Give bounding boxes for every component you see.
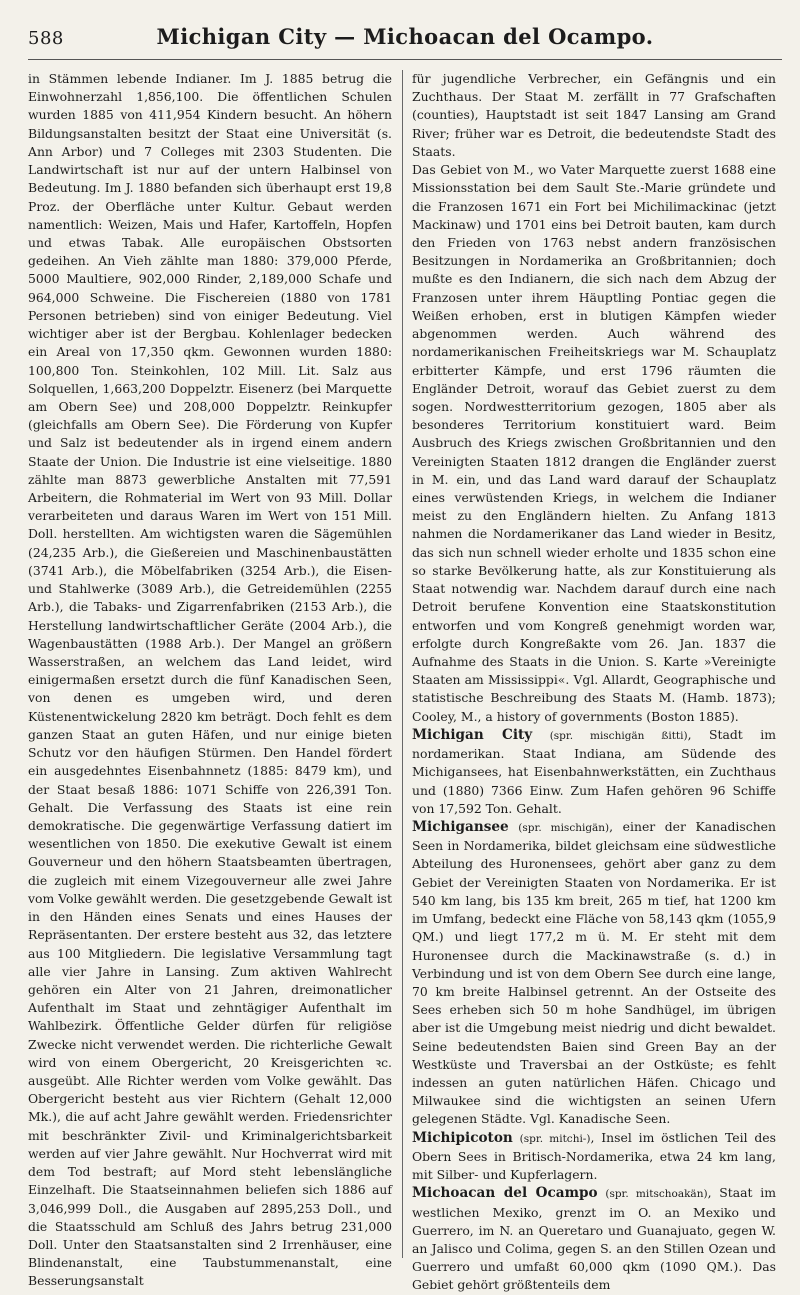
running-head: Michigan City — Michoacan del Ocampo. bbox=[156, 24, 654, 49]
text-columns bbox=[28, 70, 782, 1295]
entry-michigansee bbox=[412, 818, 776, 1129]
right-paragraph: Das Gebiet von M., wo Vater Marquette zuerst 1688 eine Missionsstation bei dem Sault Ste.-Marie gründete und die Franzosen 1671 ein Fort bei Michilimackinac (jetzt Mackinaw) und 1701 eins bei Detroit bauten, kam durch den Frieden von 1763 nebst andern französischen Besitzungen in Nordamerika an Großbritannien; doch mußte es den Indianern, die sich nach dem Abzug der Franzosen unter ihrem Häuptling Pontiac gegen die Weißen erhoben, erst in blutigen Kämpfen wieder abgenommen werden. Auch während des nordamerikanischen Freiheitskriegs war M. Schauplatz erbitterter Kämpfe, und erst 1796 räumten die Engländer Detroit, worauf das Gebiet zuerst zu dem sogen. Nordwestterritorium gezogen, 1805 aber als besonderes Territorium konstituiert ward. Beim Ausbruch des Kriegs zwischen Großbritannien und den Vereinigten Staaten 1812 drangen die Engländer zuerst in M. ein, und das Land ward darauf der Schauplatz eines verwüstenden Kriegs, in welchem die Indianer meist zu den Engländern hielten. Zu Anfang 1813 nahmen die Nordamerikaner das Land wieder in Besitz, das sich nun schnell wieder erholte und 1835 schon eine so starke Bevölkerung hatte, als zur Konstituierung als Staat notwendig war. Nachdem darauf durch eine nach Detroit berufene Konvention eine Staatskonstitution entworfen und vom Kongreß genehmigt worden war, erfolgte durch Kongreßakte vom 26. Jan. 1837 die Aufnahme des Staats in die Union. S. Karte »Vereinigte Staaten am Mississippi«. Vgl. Allardt, Geographische und statistische Beschreibung des Staats M. (Hamb. 1873); Cooley, M., a history of governments (Boston 1885). bbox=[412, 162, 776, 724]
right-paragraph: für jugendliche Verbrecher, ein Gefängnis und ein Zuchthaus. Der Staat M. zerfällt in 77 Grafschaften (counties), Hauptstadt ist seit 1847 Lansing am Grand River; früher war es Detroit, die bedeutendste Stadt des Staats. bbox=[412, 71, 776, 159]
entry-text: , einer der Kanadischen Seen in Nordamerika, bildet gleichsam eine südwestliche Abteilung des Huronensees, gehört aber ganz zu dem Gebiet der Vereinigten Staaten von Nordamerika. Er ist 540 km lang, bis 135 km breit, 265 m tief, hat 1200 km im Umfang, bedeckt eine Fläche von 58,143 qkm (1055,9 QM.) und liegt 177,2 m ü. M. Er steht mit dem Huronensee durch die Mackinawstraße (s. d.) in Verbindung und ist von dem Obern See durch eine lange, 70 km breite Halbinsel getrennt. An der Ostseite des Sees erheben sich 50 m hohe Sandhügel, im übrigen aber ist die Umgebung meist niedrig und dicht bewaldet. Seine bedeutendsten Baien sind Green Bay an der Westküste und Traversbai an der Ostküste; es fehlt indessen an guten natürlichen Häfen. Chicago und Milwaukee sind die wichtigsten an seinen Ufern gelegenen Städte. Vgl. Kanadische Seen. bbox=[412, 818, 776, 1127]
entry-headword: Michigan City bbox=[412, 726, 533, 743]
left-paragraph: in Stämmen lebende Indianer. Im J. 1885 betrug die Einwohnerzahl 1,856,100. Die öffentlichen Schulen wurden 1885 von 411,954 Kindern besucht. An höhern Bildungsanstalten besitzt der Staat eine Universität (s. Ann Arbor) und 7 Colleges mit 2303 Studenten. Die Landwirtschaft ist nur auf der untern Halbinsel von Bedeutung. Im J. 1880 befanden sich überhaupt erst 19,8 Proz. der Oberfläche unter Kultur. Gebaut werden namentlich: Weizen, Mais und Hafer, Kartoffeln, Hopfen und etwas Tabak. Alle europäischen Obstsorten gedeihen. An Vieh zählte man 1880: 379,000 Pferde, 5000 Maultiere, 902,000 Rinder, 2,189,000 Schafe und 964,000 Schweine. Die Fischereien (1880 von 1781 Personen betrieben) sind von einiger Bedeutung. Viel wichtiger aber ist der Bergbau. Kohlenlager bedecken ein Areal von 17,350 qkm. Gewonnen wurden 1880: 100,800 Ton. Steinkohlen, 102 Mill. Lit. Salz aus Solquellen, 1,663,200 Doppelztr. Eisenerz (bei Marquette am Obern See) und 208,000 Doppelztr. Reinkupfer (gleichfalls am Obern See). Die Förderung von Kupfer und Salz ist bedeutender als in irgend einem andern Staate der Union. Die Industrie ist eine vielseitige. 1880 zählte man 8873 gewerbliche Anstalten mit 77,591 Arbeitern, die Rohmaterial im Wert von 93 Mill. Dollar verarbeiteten und daraus Waren im Wert von 151 Mill. Doll. herstellten. Am wichtigsten waren die Sägemühlen (24,235 Arb.), die Gießereien und Maschinenbaustätten (3741 Arb.), die Möbelfabriken (3254 Arb.), die Eisen- und Stahlwerke (3089 Arb.), die Getreidemühlen (2255 Arb.), die Tabaks- und Zigarrenfabriken (2153 Arb.), die Herstellung landwirtschaftlicher Geräte (2004 Arb.), die Wagenbaustätten (1988 Arb.). Der Mangel an größern Wasserstraßen, an welchem das Land leidet, wird einigermaßen ersetzt durch die fünf Kanadischen Seen, von denen es umgeben wird, und deren Küstenentwickelung 2820 km beträgt. Doch fehlt es dem ganzen Staat an guten Häfen, und nur einige bieten Schutz vor den häufigen Stürmen. Den Handel fördert ein ausgedehntes Eisenbahnnetz (1885: 8479 km), und der Staat besaß 1886: 1071 Schiffe von 226,391 Ton. Gehalt. Die Verfassung des Staats ist eine rein demokratische. Die gegenwärtige Verfassung datiert im wesentlichen von 1850. Die exekutive Gewalt ist einem Gouverneur und den höhern Staatsbeamten übertragen, die zugleich mit einem Vizegouverneur alle zwei Jahre vom Volke gewählt werden. Die gesetzgebende Gewalt ist in den Händen eines Senats und eines Hauses der Repräsentanten. Der erstere besteht aus 32, das letztere aus 100 Mitgliedern. Die legislative Versammlung tagt alle vier Jahre in Lansing. Zum aktiven Wahlrecht gehören ein Alter von 21 Jahren, dreimonatlicher Aufenthalt im Staat und zehntägiger Aufenthalt im Wahlbezirk. Öffentliche Gelder dürfen für religiöse Zwecke nicht verwendet werden. Die richterliche Gewalt wird von einem Obergericht, 20 Kreisgerichten ꝛc. ausgeübt. Alle Richter werden vom Volke gewählt. Das Obergericht besteht aus vier Richtern (Gehalt 12,000 Mk.), die auf acht Jahre gewählt werden. Friedensrichter mit beschränkter Zivil- und Kriminalgerichtsbarkeit werden auf vier Jahre gewählt. Nur Hochverrat wird mit dem Tod bestraft; auf Mord steht lebenslängliche Einzelhaft. Die Staatseinnahmen beliefen sich 1886 auf 3,046,999 Doll., die Ausgaben auf 2895,253 Doll., und die Staatsschuld am Schluß des Jahrs betrug 231,000 Doll. Unter den Staatsanstalten sind 2 Irrenhäuser, eine Blindenanstalt, eine Taubstummenanstalt, eine Besserungsanstalt bbox=[28, 71, 393, 1289]
entry-text: , Stadt im nordamerikan. Staat Indiana, am Südende des Michigansees, hat Eisenbahnwerkstätten, ein Zuchthaus und (1880) 7366 Einw. Zum Hafen gehören 96 Schiffe von 17,592 Ton. Gehalt. bbox=[412, 726, 776, 816]
entry-michoacan bbox=[412, 1184, 776, 1294]
page-header bbox=[28, 24, 782, 60]
right-column bbox=[402, 70, 776, 1295]
entry-michipicoton bbox=[412, 1129, 776, 1185]
entry-pronunciation: (spr. mitchi-) bbox=[519, 1132, 591, 1145]
entry-text: , Staat im westlichen Mexiko, grenzt im O. an Mexiko und Guerrero, im N. an Queretaro und Guanajuato, gegen W. an Jalisco und Colima, gegen S. an den Stillen Ozean und Guerrero und umfaßt 60,000 qkm (1090 QM.). Das Gebiet gehört größtenteils dem bbox=[412, 1185, 776, 1293]
column-divider bbox=[402, 70, 403, 1258]
entry-headword: Michipicoton bbox=[412, 1129, 513, 1146]
entry-headword: Michoacan del Ocampo bbox=[412, 1185, 598, 1202]
entry-michigan-city bbox=[412, 726, 776, 818]
entry-pronunciation: (spr. mischigän) bbox=[518, 821, 610, 834]
entry-headword: Michigansee bbox=[412, 818, 509, 835]
page-number: 588 bbox=[28, 28, 64, 49]
entry-pronunciation: (spr. mischigän ßitti) bbox=[549, 729, 688, 742]
left-column bbox=[28, 70, 402, 1295]
entry-text: , Insel im östlichen Teil des Obern Sees in Britisch-Nordamerika, etwa 24 km lang, mit Silber- und Kupferlagern. bbox=[412, 1129, 776, 1183]
entry-pronunciation: (spr. mitschoakän) bbox=[605, 1188, 708, 1201]
